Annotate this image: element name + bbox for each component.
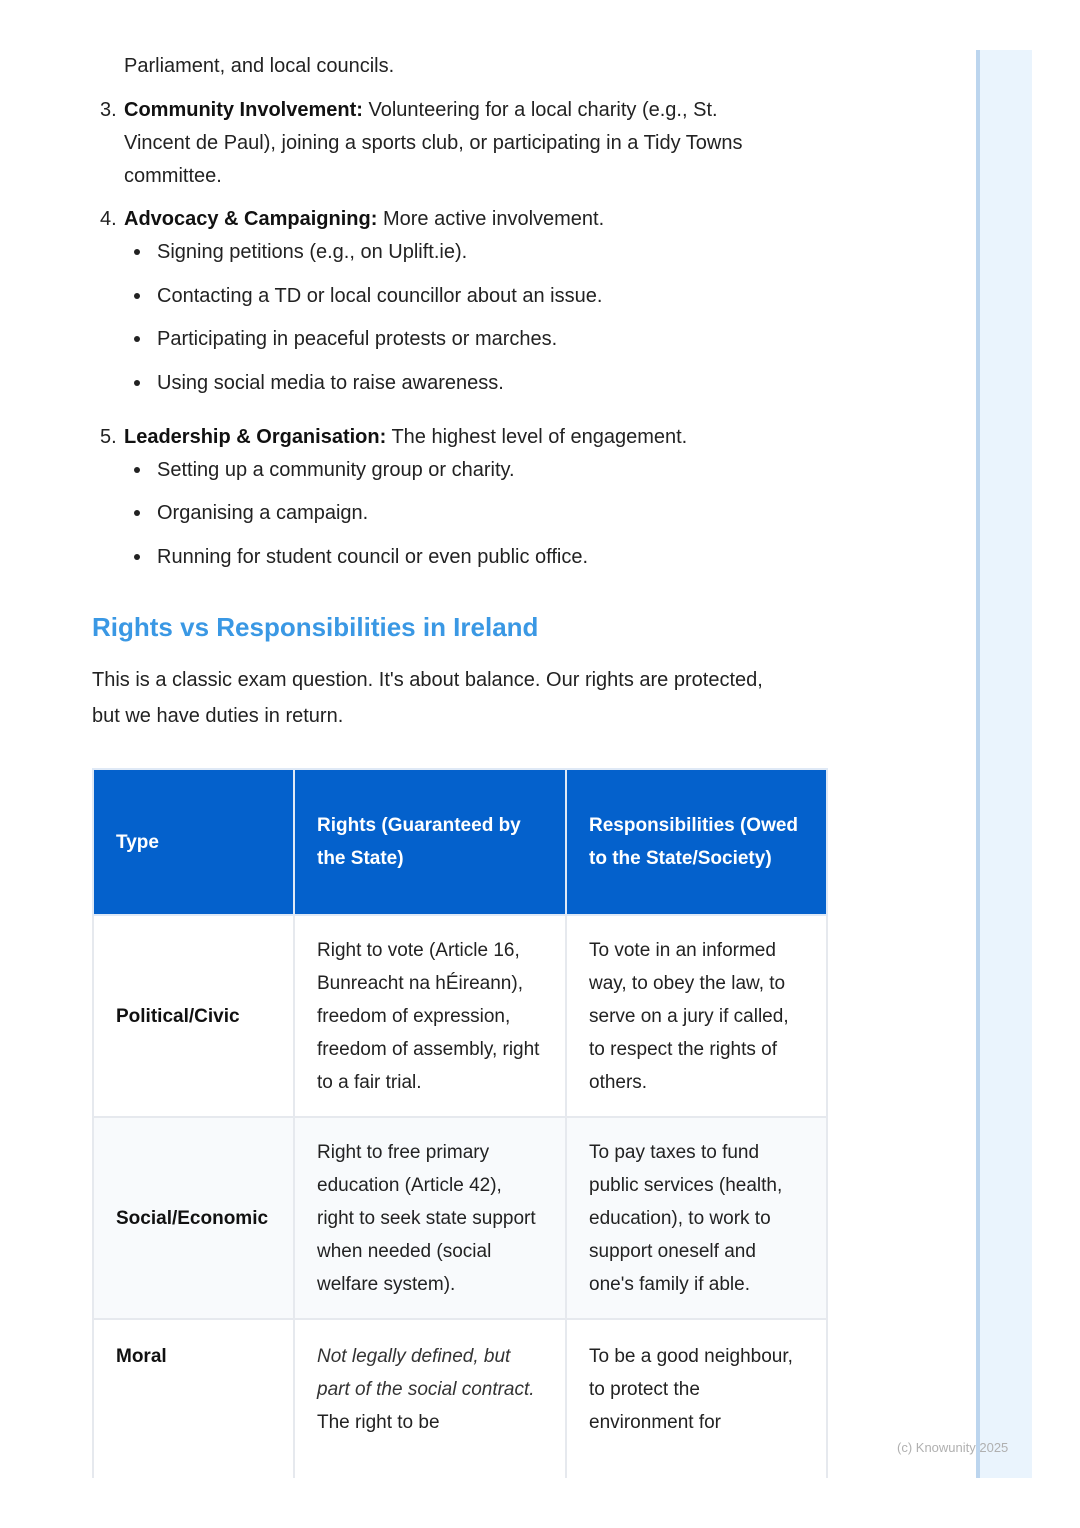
- cell-rights: Right to free primary education (Article 42), right to seek state support when needed (social welfare system).: [294, 1117, 566, 1319]
- table-row: [93, 1117, 827, 1319]
- cell-type: Social/Economic: [93, 1117, 294, 1319]
- list-item-text: Vincent de Paul), joining a sports club, or participating in a Tidy Towns: [124, 132, 743, 154]
- bullet-item: Contacting a TD or local councillor about an issue.: [157, 285, 603, 307]
- table-header-row: [93, 769, 827, 915]
- bullet-item: Signing petitions (e.g., on Uplift.ie).: [157, 241, 468, 263]
- bullet-item: Participating in peaceful protests or marches.: [157, 328, 558, 350]
- bullet-icon: [134, 510, 140, 516]
- header-responsibilities: Responsibilities (Owed to the State/Society): [566, 769, 827, 915]
- header-type: Type: [93, 769, 294, 915]
- rights-table: [92, 768, 828, 1502]
- bullet-item: Organising a campaign.: [157, 502, 369, 524]
- list-item-text: committee.: [124, 165, 222, 187]
- table-row: [93, 915, 827, 1117]
- cell-responsibilities: To vote in an informed way, to obey the law, to serve on a jury if called, to respect the rights of others.: [566, 915, 827, 1117]
- intro-text: This is a classic exam question. It's about balance. Our rights are protected,: [92, 669, 763, 691]
- list-item-community: Community Involvement: Volunteering for a local charity (e.g., St.: [124, 99, 718, 121]
- cell-responsibilities: To be a good neighbour, to protect the environment for: [566, 1319, 827, 1501]
- item-number: 5.: [100, 426, 117, 448]
- list-item-leadership: Leadership & Organisation: The highest level of engagement.: [124, 426, 688, 448]
- watermark: (c) Knowunity 2025: [897, 1440, 1009, 1455]
- section-heading: Rights vs Responsibilities in Ireland: [92, 612, 539, 642]
- bullet-icon: [134, 380, 140, 386]
- bullet-item: Using social media to raise awareness.: [157, 372, 504, 394]
- bullet-icon: [134, 467, 140, 473]
- bullet-item: Setting up a community group or charity.: [157, 459, 515, 481]
- bullet-item: Running for student council or even public office.: [157, 546, 589, 568]
- bullet-icon: [134, 293, 140, 299]
- cell-responsibilities: To pay taxes to fund public services (health, education), to work to support oneself and one's family if able.: [566, 1117, 827, 1319]
- cell-type: Moral: [93, 1319, 294, 1501]
- side-panel: [976, 50, 1032, 1478]
- bullet-icon: [134, 554, 140, 560]
- bullet-icon: [134, 336, 140, 342]
- cell-type: Political/Civic: [93, 915, 294, 1117]
- intro-text: but we have duties in return.: [92, 705, 344, 727]
- table-row: [93, 1319, 827, 1501]
- page-bottom-mask: [0, 1478, 1080, 1528]
- list-item-advocacy: Advocacy & Campaigning: More active involvement.: [124, 208, 605, 230]
- item-number: 3.: [100, 99, 117, 121]
- header-rights: Rights (Guaranteed by the State): [294, 769, 566, 915]
- cell-rights: Right to vote (Article 16, Bunreacht na hÉireann), freedom of expression, freedom of assembly, right to a fair trial.: [294, 915, 566, 1117]
- cell-rights: Not legally defined, but part of the social contract. The right to be: [294, 1319, 566, 1501]
- item-number: 4.: [100, 208, 117, 230]
- bullet-icon: [134, 249, 140, 255]
- list-continuation: Parliament, and local councils.: [124, 55, 395, 77]
